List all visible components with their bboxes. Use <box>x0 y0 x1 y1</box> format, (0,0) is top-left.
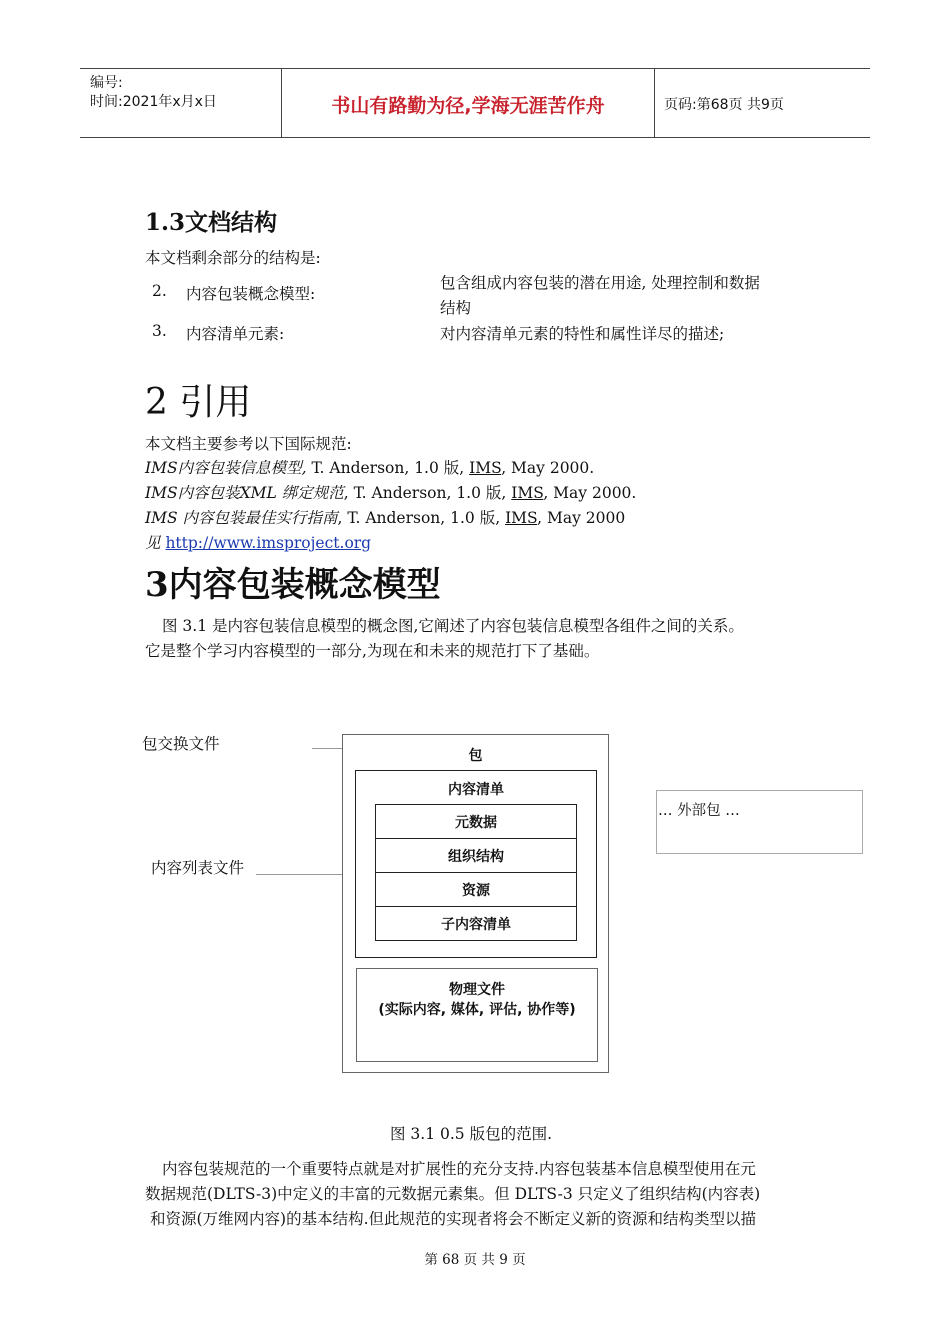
section-2-title: 2 引用 <box>145 382 252 423</box>
label-package-interchange-file: 包交换文件 <box>142 735 220 753</box>
reference-item <box>145 506 625 528</box>
external-package-box <box>656 790 863 854</box>
structure-item-desc: 包含组成内容包装的潜在用途, 处理控制和数据 <box>440 274 760 292</box>
metadata-box <box>375 804 577 839</box>
project-link[interactable]: http://www.imsproject.org <box>165 534 372 552</box>
structure-item-desc-cont: 结构 <box>440 299 472 317</box>
physical-files-detail: (实际内容, 媒体, 评估, 协作等) <box>378 1002 576 1018</box>
reference-date: , May 2000. <box>501 459 595 477</box>
reference-author: , T. Anderson, 1.0 版, <box>337 509 506 527</box>
resources-label: 资源 <box>462 883 490 899</box>
reference-item <box>145 481 636 503</box>
structure-item-desc: 对内容清单元素的特性和属性详尽的描述; <box>440 325 725 343</box>
page-header <box>80 68 870 138</box>
figure-caption: 图 3.1 0.5 版包的范围. <box>390 1125 553 1143</box>
body-para-line3: 和资源(万维网内容)的基本结构.但此规范的实现者将会不断定义新的资源和结构类型以描 <box>150 1210 757 1228</box>
reference-title: IMS内容包装XML 绑定规范 <box>145 484 344 502</box>
physical-files-label: 物理文件 <box>449 982 505 998</box>
header-page-cell <box>655 69 870 137</box>
package-label: 包 <box>468 748 483 764</box>
physical-files-box <box>356 968 598 1062</box>
header-date: 时间:2021年x月x日 <box>90 94 217 110</box>
reference-org: IMS <box>511 484 544 502</box>
header-motto-cell <box>282 69 655 137</box>
connector-line <box>256 874 342 875</box>
organizations-box <box>375 838 577 873</box>
reference-org: IMS <box>505 509 538 527</box>
reference-author: T. Anderson, 1.0 版, <box>306 459 470 477</box>
header-page-number: 页码:第68页 共9页 <box>664 97 784 113</box>
reference-title: IMS内容包装信息模型, <box>145 459 307 477</box>
section-3-para-line2: 它是整个学习内容模型的一部分,为现在和未来的规范打下了基础。 <box>145 642 600 660</box>
label-manifest-file: 内容列表文件 <box>151 859 245 877</box>
section-3-para-line1: 图 3.1 是内容包装信息模型的概念图,它阐述了内容包装信息模型各组件之间的关系。 <box>162 617 744 635</box>
reference-org: IMS <box>469 459 502 477</box>
structure-item-num: 2. <box>152 282 167 300</box>
sub-manifest-box <box>375 906 577 941</box>
resources-box <box>375 872 577 907</box>
structure-item-name: 内容包装概念模型: <box>186 285 316 303</box>
page-footer: 第 68 页 共 9 页 <box>424 1252 526 1268</box>
reference-title: IMS 内容包装最佳实行指南 <box>145 509 338 527</box>
body-para-line2: 数据规范(DLTS-3)中定义的丰富的元数据元素集。但 DLTS-3 只定义了组织结构(内容表) <box>145 1185 761 1203</box>
reference-item <box>145 456 594 478</box>
header-number: 编号: <box>90 75 123 91</box>
section-1-3-title: 1.3文档结构 <box>145 209 278 236</box>
manifest-label: 内容清单 <box>448 782 504 798</box>
reference-author: , T. Anderson, 1.0 版, <box>343 484 512 502</box>
structure-item-num: 3. <box>152 322 167 340</box>
section-2-intro: 本文档主要参考以下国际规范: <box>145 435 352 453</box>
section-1-3-intro: 本文档剩余部分的结构是: <box>145 249 321 267</box>
connector-line <box>312 748 342 749</box>
reference-date: , May 2000 <box>537 509 626 527</box>
reference-date: , May 2000. <box>543 484 637 502</box>
body-para-line1: 内容包装规范的一个重要特点就是对扩展性的充分支持.内容包装基本信息模型使用在元 <box>162 1160 756 1178</box>
see-label: 见 <box>145 534 166 552</box>
section-3-title: 3内容包装概念模型 <box>145 565 441 605</box>
reference-see <box>145 531 371 553</box>
external-package-label: … 外部包 … <box>658 803 740 819</box>
header-motto: 书山有路勤为径,学海无涯苦作舟 <box>331 95 605 117</box>
sub-manifest-label: 子内容清单 <box>441 917 511 933</box>
header-info-cell <box>80 69 282 137</box>
structure-item-name: 内容清单元素: <box>186 325 285 343</box>
organizations-label: 组织结构 <box>448 849 504 865</box>
metadata-label: 元数据 <box>455 815 497 831</box>
